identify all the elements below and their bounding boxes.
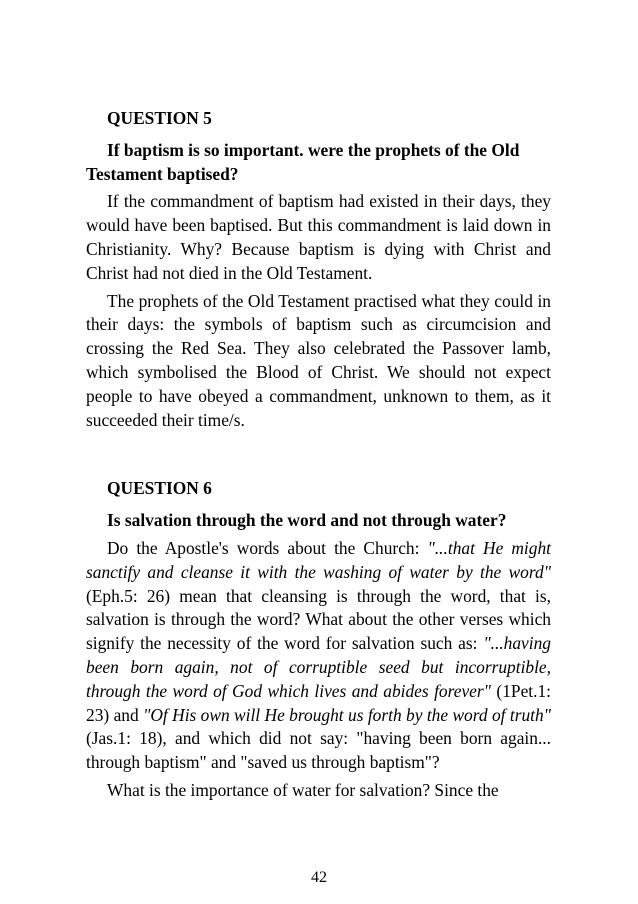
question-5-paragraph-1	[86, 190, 551, 285]
question-5-paragraph-2	[86, 290, 551, 433]
text-run: (1Pet.1: 23) and	[86, 680, 552, 725]
question-5-title: If baptism is so important. were the prophets of the Old Testament baptised?	[86, 139, 520, 184]
page-number: 42	[311, 869, 327, 886]
question-6-title: Is salvation through the word and not through water?	[107, 510, 507, 531]
page-body	[86, 107, 551, 807]
scripture-quote-eph: "...that He might sanctify and cleanse it with the washing of water by the word"	[86, 537, 551, 582]
question-6-paragraph-2	[86, 779, 551, 803]
question-6-label: QUESTION 6	[107, 478, 212, 499]
scripture-quote-1pet: "...having been born again, not of corruptible seed but incorruptible, through the word of God which lives and abides forever"	[86, 633, 551, 701]
text-run: (Eph.5: 26) mean that cleansing is through the word, that is, salvation is through the word? What about the other verses which signify the necessity of the word for salvation such as:	[86, 585, 551, 654]
question-6-paragraph-1	[86, 537, 551, 775]
section-spacer	[86, 436, 551, 477]
text-run: If the commandment of baptism had existed in their days, they would have been baptised. But this commandment is laid down in Christianity. Why? Because baptism is dying with Christ and Christ had not died in the Old Testament.	[86, 191, 551, 283]
scripture-quote-jas: "Of His own will He brought us forth by the word of truth"	[143, 704, 551, 725]
text-run: Do the Apostle's words about the Church:	[107, 537, 428, 558]
question-6-section	[86, 477, 551, 802]
text-run: (Jas.1: 18), and which did not say: "having been born again... through baptism" and "saved us through baptism"?	[86, 728, 551, 773]
question-5-section	[86, 107, 551, 432]
text-run: What is the importance of water for salvation? Since the	[107, 779, 499, 800]
question-5-label: QUESTION 5	[107, 108, 212, 128]
text-run: The prophets of the Old Testament practised what they could in their days: the symbols of baptism such as circumcision and crossing the Red Sea. They also celebrated the Passover lamb, which symbolised the Blood of Christ. We should not expect people to have obeyed a commandment, unknown to them, as it succeeded their time/s.	[86, 290, 551, 430]
